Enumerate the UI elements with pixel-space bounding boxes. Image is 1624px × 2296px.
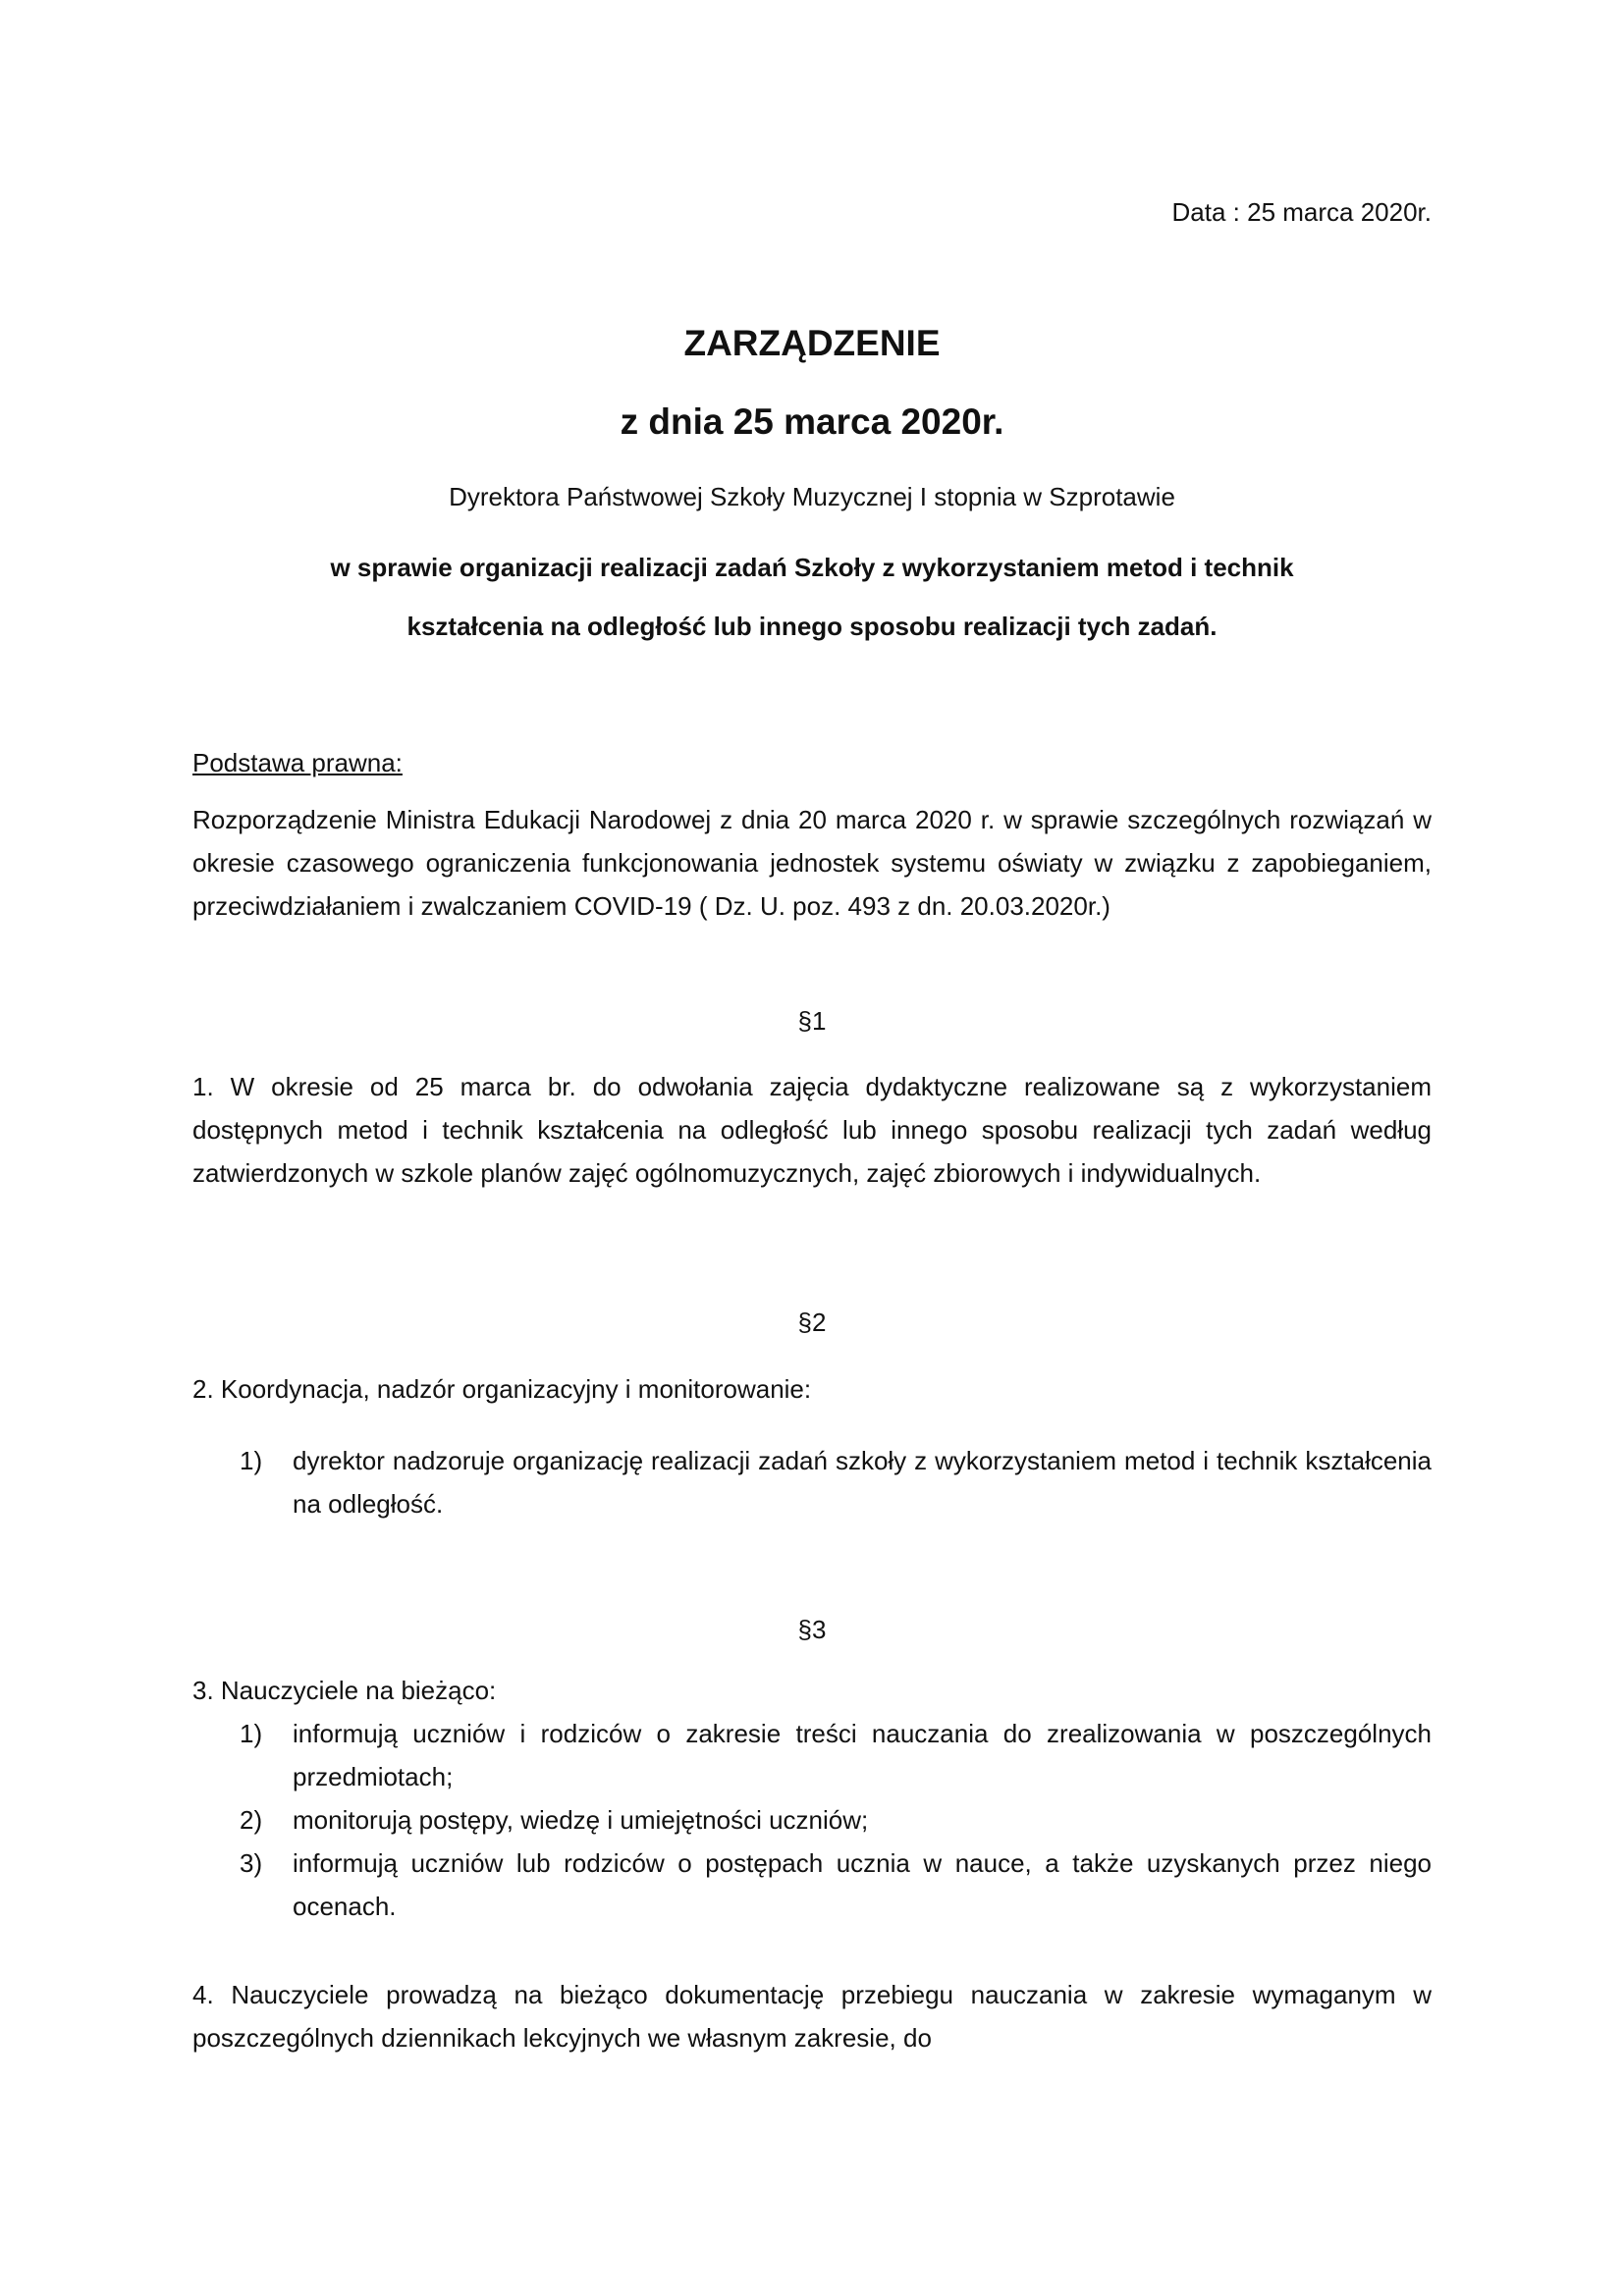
document-title: ZARZĄDZENIE [683, 323, 941, 363]
document-date: Data : 25 marca 2020r. [1171, 197, 1432, 227]
list-item-number: 3) [240, 1848, 263, 1878]
section-2-text: 2. Koordynacja, nadzór organizacyjny i monitorowanie: [192, 1374, 812, 1404]
list-item-text: informują uczniów lub rodziców o postępach ucznia w nauce, a także uzyskanych przez niego ocenach. [293, 1848, 1432, 1921]
document-title-date: z dnia 25 marca 2020r. [620, 401, 1004, 442]
paragraph-4-text: 4. Nauczyciele prowadzą na bieżąco dokumentację przebiegu nauczania w zakresie wymaganym w poszczególnych dziennikach lekcyjnych we własnym zakresie, do [192, 1980, 1432, 2053]
section-sign-3: §3 [797, 1615, 827, 1644]
document-subject-line-1: w sprawie organizacji realizacji zadań Szkoły z wykorzystaniem metod i technik [330, 553, 1294, 582]
list-item-number: 1) [240, 1446, 263, 1475]
section-3-text: 3. Nauczyciele na bieżąco: [192, 1676, 497, 1705]
section-1-text: 1. W okresie od 25 marca br. do odwołania zajęcia dydaktyczne realizowane są z wykorzystaniem dostępnych metod i technik kształcenia na odległość lub innego sposobu realizacji tych zadań według zatwierdzonych w szkole planów zajęć ogólnomuzycznych, zajęć zbiorowych i indywidualnych. [192, 1072, 1432, 1188]
section-sign-2: §2 [797, 1308, 827, 1337]
list-item-text: dyrektor nadzoruje organizację realizacji zadań szkoły z wykorzystaniem metod i technik kształcenia na odległość. [293, 1446, 1432, 1519]
list-item [240, 1798, 1432, 1842]
document-subject [0, 538, 1624, 656]
section-sign-1: §1 [797, 1006, 827, 1036]
document-issuer: Dyrektora Państwowej Szkoły Muzycznej I stopnia w Szprotawie [449, 482, 1175, 511]
document-subject-line-2: kształcenia na odległość lub innego sposobu realizacji tych zadań. [406, 612, 1218, 641]
legal-basis-heading: Podstawa prawna: [192, 748, 403, 777]
list-item-text: informują uczniów i rodziców o zakresie treści nauczania do zrealizowania w poszczególnych przedmiotach; [293, 1719, 1432, 1791]
list-item [240, 1842, 1432, 1928]
legal-basis-text: Rozporządzenie Ministra Edukacji Narodowej z dnia 20 marca 2020 r. w sprawie szczególnych rozwiązań w okresie czasowego ograniczenia funkcjonowania jednostek systemu oświaty w związku z zapobieganiem, przeciwdziałaniem i zwalczaniem COVID-19 ( Dz. U. poz. 493 z dn. 20.03.2020r.) [192, 805, 1432, 921]
list-item-number: 1) [240, 1719, 263, 1748]
list-item-text: monitorują postępy, wiedzę i umiejętności uczniów; [293, 1805, 869, 1835]
list-item [240, 1439, 1432, 1525]
list-item [240, 1712, 1432, 1798]
list-item-number: 2) [240, 1805, 263, 1835]
